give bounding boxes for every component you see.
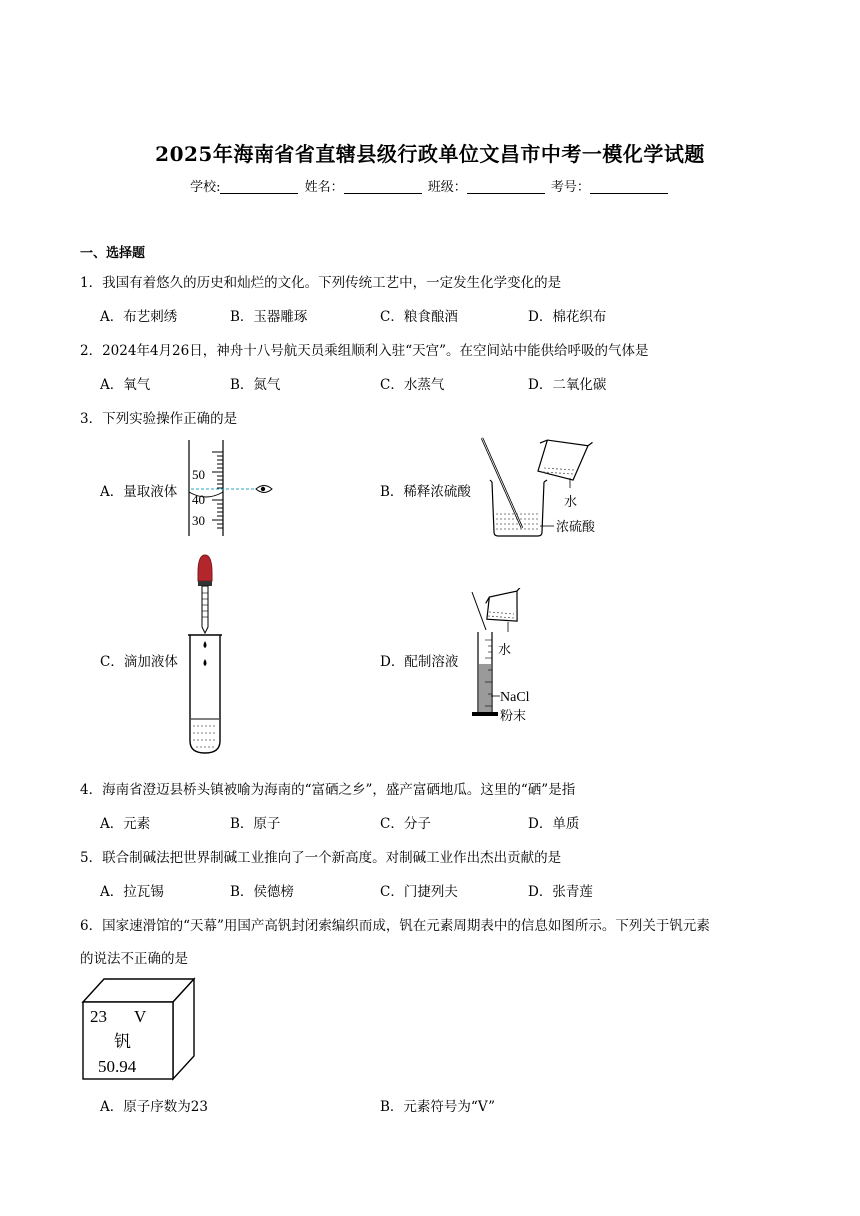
q2-option-a[interactable]: A．氧气 bbox=[100, 377, 151, 393]
figure-drop-liquid bbox=[184, 553, 226, 758]
school-label: 学校: bbox=[190, 180, 221, 195]
question-6-stem-line1: 6．国家速滑馆的“天幕”用国产高钒封闭索编织而成，钒在元素周期表中的信息如图所示。下列关于钒元素 bbox=[80, 918, 710, 934]
label-water-d: 水 bbox=[498, 642, 512, 657]
element-name: 钒 bbox=[114, 1032, 131, 1051]
q1-option-d[interactable]: D．棉花织布 bbox=[528, 309, 607, 325]
q3-option-a[interactable]: A．量取液体 bbox=[100, 484, 178, 500]
question-5-stem: 5．联合制碱法把世界制碱工业推向了一个新高度。对制碱工业作出杰出贡献的是 bbox=[80, 850, 562, 866]
question-4-stem: 4．海南省澄迈县桥头镇被喻为海南的“富硒之乡”，盛产富硒地瓜。这里的“硒”是指 bbox=[80, 782, 576, 798]
q5-option-d[interactable]: D．张青莲 bbox=[528, 884, 593, 900]
figure-dilute-acid bbox=[470, 432, 620, 544]
q6-option-a[interactable]: A．原子序数为23 bbox=[100, 1099, 208, 1115]
q5-option-c[interactable]: C．门捷列夫 bbox=[380, 884, 458, 900]
label-nacl: NaCl bbox=[500, 690, 530, 705]
q4-option-d[interactable]: D．单质 bbox=[528, 816, 580, 832]
question-1-stem: 1．我国有着悠久的历史和灿烂的文化。下列传统工艺中，一定发生化学变化的是 bbox=[80, 275, 562, 291]
q2-option-d[interactable]: D．二氧化碳 bbox=[528, 377, 607, 393]
student-info-line bbox=[0, 176, 860, 195]
label-conc-acid: 浓硫酸 bbox=[556, 519, 596, 534]
number-label: 考号： bbox=[550, 180, 590, 195]
question-2-stem: 2．2024年4月26日，神舟十八号航天员乘组顺利入驻“天宫”。在空间站中能供给呼吸的气体是 bbox=[80, 343, 649, 359]
q1-option-a[interactable]: A．布艺刺绣 bbox=[100, 309, 178, 325]
figure-measure-liquid bbox=[186, 438, 278, 538]
element-symbol: V bbox=[134, 1007, 147, 1026]
q5-option-a[interactable]: A．拉瓦锡 bbox=[100, 884, 164, 900]
q1-option-b[interactable]: B．玉器雕琢 bbox=[230, 309, 308, 325]
school-blank[interactable] bbox=[220, 179, 298, 194]
q3-option-c[interactable]: C．滴加液体 bbox=[100, 654, 178, 670]
q3-option-d[interactable]: D．配制溶液 bbox=[380, 654, 459, 670]
section-title: 一、选择题 bbox=[80, 246, 146, 261]
q4-option-c[interactable]: C．分子 bbox=[380, 816, 431, 832]
class-blank[interactable] bbox=[467, 179, 545, 194]
q6-option-b[interactable]: B．元素符号为“V” bbox=[380, 1099, 495, 1115]
figure-prepare-solution bbox=[460, 588, 580, 728]
question-6-stem-line2: 的说法不正确的是 bbox=[80, 951, 188, 967]
exam-title: 2025年海南省省直辖县级行政单位文昌市中考一模化学试题 bbox=[155, 142, 705, 166]
q2-option-b[interactable]: B．氮气 bbox=[230, 377, 281, 393]
question-3-stem: 3．下列实验操作正确的是 bbox=[80, 411, 238, 427]
element-mass: 50.94 bbox=[98, 1057, 137, 1076]
label-powder: 粉末 bbox=[500, 708, 527, 723]
name-label: 姓名： bbox=[304, 180, 344, 195]
class-label: 班级： bbox=[427, 180, 467, 195]
tick-label-50: 50 bbox=[192, 467, 205, 482]
label-water: 水 bbox=[564, 494, 578, 509]
element-card-vanadium bbox=[80, 976, 198, 1082]
q4-option-b[interactable]: B．原子 bbox=[230, 816, 281, 832]
number-blank[interactable] bbox=[590, 179, 668, 194]
element-atomic-number: 23 bbox=[90, 1007, 107, 1026]
q4-option-a[interactable]: A．元素 bbox=[100, 816, 151, 832]
q2-option-c[interactable]: C．水蒸气 bbox=[380, 377, 445, 393]
name-blank[interactable] bbox=[344, 179, 422, 194]
q5-option-b[interactable]: B．侯德榜 bbox=[230, 884, 294, 900]
tick-label-40: 40 bbox=[192, 492, 205, 507]
q3-option-b[interactable]: B．稀释浓硫酸 bbox=[380, 484, 471, 500]
tick-label-30: 30 bbox=[192, 513, 205, 528]
q1-option-c[interactable]: C．粮食酿酒 bbox=[380, 309, 458, 325]
